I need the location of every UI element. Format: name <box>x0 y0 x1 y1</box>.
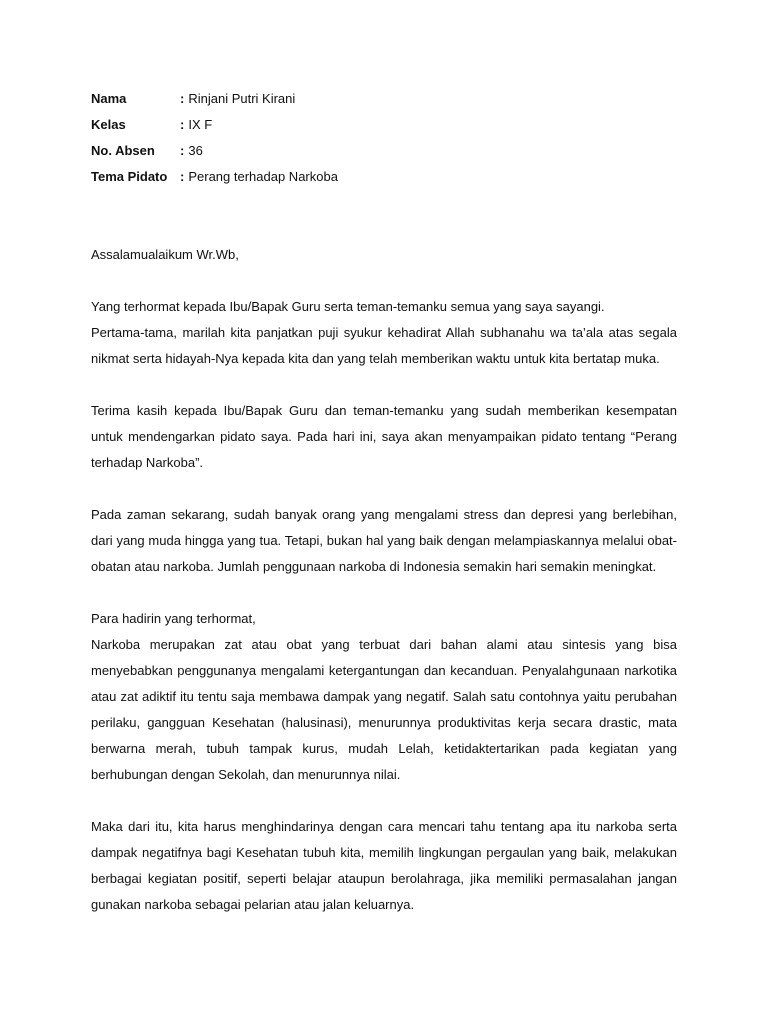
greeting: Assalamualaikum Wr.Wb, <box>91 247 239 262</box>
paragraph-thanks: Terima kasih kepada Ibu/Bapak Guru dan teman-temanku yang sudah memberikan kesempatan untuk mendengarkan pidato saya. Pada hari ini, saya akan menyampaikan pidato tentang “Perang terhadap Narkoba”. <box>91 403 677 470</box>
document-page <box>91 86 677 944</box>
paragraph-salutation: Yang terhormat kepada Ibu/Bapak Guru serta teman-temanku semua yang saya sayangi. <box>91 299 605 314</box>
paragraph-opening: Pertama-tama, marilah kita panjatkan puji syukur kehadirat Allah subhanahu wa ta’ala atas segala nikmat serta hidayah-Nya kepada kita dan yang telah memberikan waktu untuk kita bertatap muka. <box>91 325 677 366</box>
info-row-theme <box>91 164 677 190</box>
info-separator: : <box>180 169 185 184</box>
paragraph-conclusion: Maka dari itu, kita harus menghindarinya dengan cara mencari tahu tentang apa itu narkoba serta dampak negatifnya bagi Kesehatan tubuh kita, memilih lingkungan pergaulan yang baik, melakukan berbagai kegiatan positif, seperti belajar ataupun berolahraga, jika memiliki permasalahan jangan gunakan narkoba sebagai pelarian atau jalan keluarnya. <box>91 819 677 912</box>
info-row-name <box>91 86 677 112</box>
paragraph-definition: Narkoba merupakan zat atau obat yang terbuat dari bahan alami atau sintesis yang bisa menyebabkan penggunanya mengalami ketergantungan dan kecanduan. Penyalahgunaan narkotika atau zat adiktif itu tentu saja membawa dampak yang negatif. Salah satu contohnya yaitu perubahan perilaku, gangguan Kesehatan (halusinasi), menurunnya produktivitas kerja secara drastic, mata berwarna merah, tubuh tampak kurus, mudah Lelah, ketidaktertarikan pada kegiatan yang berhubungan dengan Sekolah, dan menurunnya nilai. <box>91 637 677 782</box>
info-separator: : <box>180 91 185 106</box>
info-separator: : <box>180 117 185 132</box>
info-value: 36 <box>188 143 203 158</box>
info-label: Nama <box>91 91 127 106</box>
info-value: Rinjani Putri Kirani <box>188 91 296 106</box>
info-row-class <box>91 112 677 138</box>
info-row-number <box>91 138 677 164</box>
info-label: No. Absen <box>91 143 155 158</box>
paragraph-background: Pada zaman sekarang, sudah banyak orang yang mengalami stress dan depresi yang berlebihan, dari yang muda hingga yang tua. Tetapi, bukan hal yang baik dengan melampiaskannya melalui obat-obatan atau narkoba. Jumlah penggunaan narkoba di Indonesia semakin hari semakin meningkat. <box>91 507 677 574</box>
info-value: Perang terhadap Narkoba <box>188 169 338 184</box>
info-label: Tema Pidato <box>91 169 168 184</box>
info-label: Kelas <box>91 117 126 132</box>
paragraph-audience: Para hadirin yang terhormat, <box>91 611 256 626</box>
student-info-table <box>91 86 677 190</box>
info-value: IX F <box>188 117 213 132</box>
info-separator: : <box>180 143 185 158</box>
